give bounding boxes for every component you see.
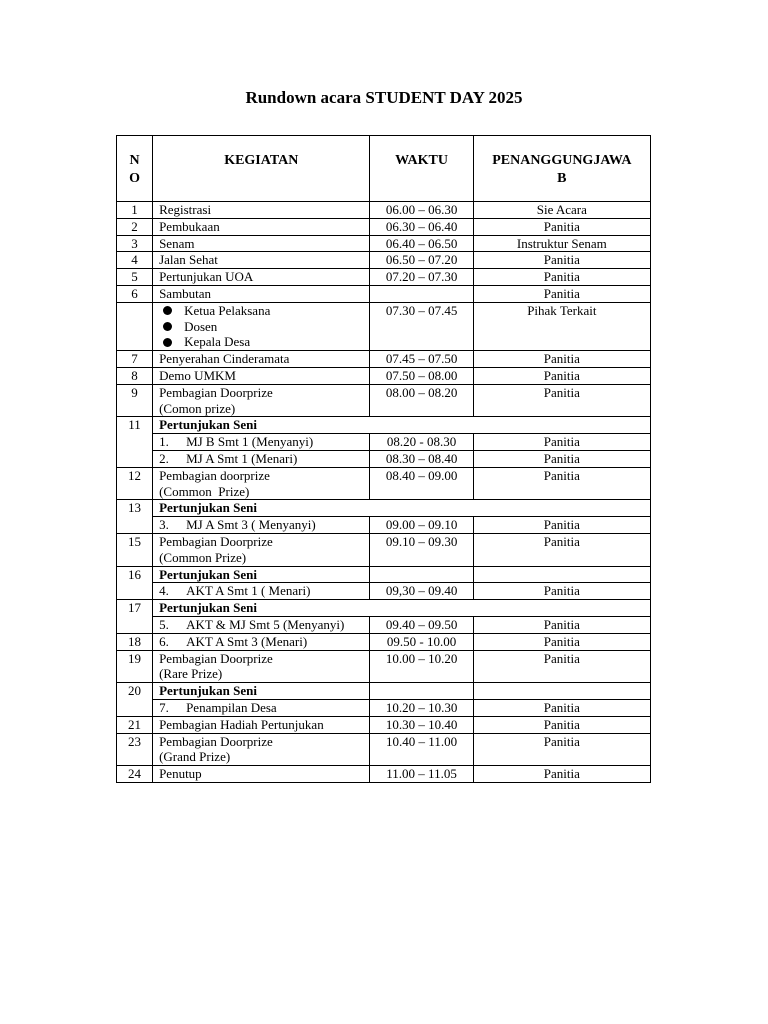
row-kegiatan-line1: Pembagian Doorprize bbox=[159, 384, 273, 400]
bullet-item bbox=[159, 303, 369, 319]
row-waktu: 11.00 – 11.05 bbox=[370, 766, 473, 783]
row-kegiatan: Penutup bbox=[153, 766, 370, 783]
table-row bbox=[117, 252, 651, 269]
item-number: 1. bbox=[159, 434, 169, 450]
item-label: MJ A Smt 3 ( Menyanyi) bbox=[186, 517, 316, 533]
row-kegiatan-line1: Pembagian Doorprize bbox=[159, 533, 273, 549]
bullet-label: Kepala Desa bbox=[184, 334, 251, 350]
item-label: MJ B Smt 1 (Menyanyi) bbox=[186, 434, 314, 450]
table-row bbox=[117, 616, 651, 633]
row-kegiatan: Pembagian Hadiah Pertunjukan bbox=[153, 716, 370, 733]
table-row bbox=[117, 434, 651, 451]
row-no: 11 bbox=[117, 417, 153, 467]
row-no: 1 bbox=[117, 202, 153, 219]
row-pj: Panitia bbox=[473, 517, 650, 534]
bullet-icon bbox=[163, 338, 172, 347]
table-row bbox=[117, 202, 651, 219]
row-waktu: 06.00 – 06.30 bbox=[370, 202, 473, 219]
section-title: Pertunjukan Seni bbox=[153, 683, 370, 700]
row-no: 24 bbox=[117, 766, 153, 783]
row-kegiatan: Penyerahan Cinderamata bbox=[153, 351, 370, 368]
row-kegiatan: Demo UMKM bbox=[153, 367, 370, 384]
section-row bbox=[117, 683, 651, 700]
header-no-line2: O bbox=[129, 171, 140, 186]
row-no: 18 bbox=[117, 633, 153, 650]
row-kegiatan-line2: (Common Prize) bbox=[159, 483, 250, 499]
row-pj: Instruktur Senam bbox=[473, 235, 650, 252]
row-pj: Panitia bbox=[473, 351, 650, 368]
item-label: AKT & MJ Smt 5 (Menyanyi) bbox=[186, 616, 345, 632]
row-no: 7 bbox=[117, 351, 153, 368]
row-no: 4 bbox=[117, 252, 153, 269]
row-waktu: 09.10 – 09.30 bbox=[370, 533, 473, 566]
row-pj: Panitia bbox=[473, 218, 650, 235]
row-kegiatan bbox=[153, 467, 370, 500]
row-pj: Sie Acara bbox=[473, 202, 650, 219]
item-label: Penampilan Desa bbox=[186, 699, 277, 715]
header-pj-line2: B bbox=[557, 171, 567, 186]
table-row bbox=[117, 583, 651, 600]
row-no: 19 bbox=[117, 650, 153, 683]
row-pj: Panitia bbox=[473, 467, 650, 500]
row-waktu: 10.40 – 11.00 bbox=[370, 733, 473, 766]
table-row bbox=[117, 450, 651, 467]
rundown-table bbox=[116, 135, 651, 783]
row-waktu: 07.50 – 08.00 bbox=[370, 367, 473, 384]
row-pj: Panitia bbox=[473, 285, 650, 302]
row-no: 3 bbox=[117, 235, 153, 252]
row-kegiatan bbox=[153, 583, 370, 600]
item-label: MJ A Smt 1 (Menari) bbox=[186, 450, 298, 466]
row-no: 6 bbox=[117, 285, 153, 302]
row-pj: Panitia bbox=[473, 252, 650, 269]
row-kegiatan-line2: (Common Prize) bbox=[159, 549, 247, 565]
row-no: 13 bbox=[117, 500, 153, 534]
header-kegiatan: KEGIATAN bbox=[153, 136, 370, 202]
row-no: 8 bbox=[117, 367, 153, 384]
header-no-line1: N bbox=[129, 153, 140, 168]
header-pj-line1: PENANGGUNGJAWA bbox=[492, 153, 632, 168]
section-title: Pertunjukan Seni bbox=[153, 500, 651, 517]
row-no bbox=[117, 302, 153, 350]
row-pj: Panitia bbox=[473, 583, 650, 600]
row-waktu: 08.00 – 08.20 bbox=[370, 384, 473, 417]
section-row bbox=[117, 566, 651, 583]
bullet-item bbox=[159, 319, 369, 335]
table-row bbox=[117, 235, 651, 252]
header-row bbox=[117, 136, 651, 202]
row-pj: Panitia bbox=[473, 269, 650, 286]
bullet-label: Ketua Pelaksana bbox=[184, 302, 271, 318]
table-row bbox=[117, 467, 651, 500]
row-kegiatan-line1: Pembagian Doorprize bbox=[159, 733, 273, 749]
row-no: 15 bbox=[117, 533, 153, 566]
row-waktu: 10.30 – 10.40 bbox=[370, 716, 473, 733]
row-pj: Panitia bbox=[473, 650, 650, 683]
row-kegiatan bbox=[153, 633, 370, 650]
row-waktu: 06.30 – 06.40 bbox=[370, 218, 473, 235]
table-row bbox=[117, 384, 651, 417]
row-kegiatan: Pembukaan bbox=[153, 218, 370, 235]
row-pj: Panitia bbox=[473, 533, 650, 566]
header-no bbox=[117, 136, 153, 202]
row-waktu: 07.20 – 07.30 bbox=[370, 269, 473, 286]
item-number: 3. bbox=[159, 517, 169, 533]
section-title: Pertunjukan Seni bbox=[153, 417, 651, 434]
row-kegiatan-bullets bbox=[153, 302, 370, 350]
section-row bbox=[117, 500, 651, 517]
row-kegiatan bbox=[153, 450, 370, 467]
row-pj: Panitia bbox=[473, 367, 650, 384]
row-pj: Panitia bbox=[473, 384, 650, 417]
row-kegiatan: Jalan Sehat bbox=[153, 252, 370, 269]
row-kegiatan bbox=[153, 384, 370, 417]
row-waktu: 08.40 – 09.00 bbox=[370, 467, 473, 500]
section-title: Pertunjukan Seni bbox=[153, 600, 651, 617]
row-kegiatan: Pertunjukan UOA bbox=[153, 269, 370, 286]
row-kegiatan bbox=[153, 517, 370, 534]
table-row bbox=[117, 517, 651, 534]
header-waktu: WAKTU bbox=[370, 136, 473, 202]
row-kegiatan bbox=[153, 650, 370, 683]
row-waktu: 08.30 – 08.40 bbox=[370, 450, 473, 467]
item-number: 4. bbox=[159, 583, 169, 599]
item-label: AKT A Smt 1 ( Menari) bbox=[186, 583, 311, 599]
bullet-item bbox=[159, 334, 369, 350]
row-kegiatan: Registrasi bbox=[153, 202, 370, 219]
row-kegiatan: Sambutan bbox=[153, 285, 370, 302]
row-kegiatan-line1: Pembagian doorprize bbox=[159, 467, 270, 483]
bullet-label: Dosen bbox=[184, 318, 218, 334]
row-pj: Panitia bbox=[473, 733, 650, 766]
empty-cell bbox=[370, 566, 473, 583]
row-pj: Panitia bbox=[473, 716, 650, 733]
row-waktu: 07.30 – 07.45 bbox=[370, 302, 473, 350]
table-row bbox=[117, 766, 651, 783]
item-number: 6. bbox=[159, 633, 169, 649]
row-no: 20 bbox=[117, 683, 153, 717]
item-label: AKT A Smt 3 (Menari) bbox=[186, 633, 308, 649]
row-pj: Panitia bbox=[473, 766, 650, 783]
row-kegiatan: Senam bbox=[153, 235, 370, 252]
row-no: 9 bbox=[117, 384, 153, 417]
row-kegiatan bbox=[153, 699, 370, 716]
table-row bbox=[117, 716, 651, 733]
bullet-icon bbox=[163, 306, 172, 315]
table-row bbox=[117, 302, 651, 350]
row-waktu: 07.45 – 07.50 bbox=[370, 351, 473, 368]
row-kegiatan bbox=[153, 434, 370, 451]
table-row bbox=[117, 285, 651, 302]
row-waktu: 10.20 – 10.30 bbox=[370, 699, 473, 716]
table-row bbox=[117, 699, 651, 716]
row-pj: Panitia bbox=[473, 450, 650, 467]
row-pj: Panitia bbox=[473, 633, 650, 650]
empty-cell bbox=[370, 683, 473, 700]
row-waktu: 09.40 – 09.50 bbox=[370, 616, 473, 633]
table-row bbox=[117, 367, 651, 384]
row-kegiatan-line2: (Grand Prize) bbox=[159, 749, 231, 765]
bullet-icon bbox=[163, 322, 172, 331]
row-pj: Panitia bbox=[473, 616, 650, 633]
table-row bbox=[117, 533, 651, 566]
empty-cell bbox=[473, 566, 650, 583]
row-waktu: 10.00 – 10.20 bbox=[370, 650, 473, 683]
row-no: 12 bbox=[117, 467, 153, 500]
row-kegiatan-line2: (Comon prize) bbox=[159, 400, 236, 416]
section-row bbox=[117, 417, 651, 434]
row-waktu bbox=[370, 285, 473, 302]
row-pj: Pihak Terkait bbox=[473, 302, 650, 350]
row-waktu: 09.50 - 10.00 bbox=[370, 633, 473, 650]
row-no: 5 bbox=[117, 269, 153, 286]
row-waktu: 09,30 – 09.40 bbox=[370, 583, 473, 600]
table-row bbox=[117, 733, 651, 766]
table-row bbox=[117, 351, 651, 368]
row-waktu: 06.40 – 06.50 bbox=[370, 235, 473, 252]
page-title: Rundown acara STUDENT DAY 2025 bbox=[245, 88, 523, 107]
table-row bbox=[117, 218, 651, 235]
item-number: 2. bbox=[159, 450, 169, 466]
item-number: 7. bbox=[159, 699, 169, 715]
empty-cell bbox=[473, 683, 650, 700]
section-title: Pertunjukan Seni bbox=[153, 566, 370, 583]
row-pj: Panitia bbox=[473, 699, 650, 716]
row-no: 21 bbox=[117, 716, 153, 733]
table-row bbox=[117, 633, 651, 650]
row-kegiatan bbox=[153, 733, 370, 766]
row-kegiatan bbox=[153, 533, 370, 566]
row-kegiatan-line2: (Rare Prize) bbox=[159, 666, 223, 682]
table-row bbox=[117, 650, 651, 683]
row-no: 16 bbox=[117, 566, 153, 600]
row-no: 2 bbox=[117, 218, 153, 235]
row-no: 17 bbox=[117, 600, 153, 634]
section-row bbox=[117, 600, 651, 617]
row-pj: Panitia bbox=[473, 434, 650, 451]
row-waktu: 09.00 – 09.10 bbox=[370, 517, 473, 534]
row-kegiatan bbox=[153, 616, 370, 633]
item-number: 5. bbox=[159, 616, 169, 632]
row-waktu: 06.50 – 07.20 bbox=[370, 252, 473, 269]
row-no: 23 bbox=[117, 733, 153, 766]
header-penanggungjawab bbox=[473, 136, 650, 202]
row-kegiatan-line1: Pembagian Doorprize bbox=[159, 650, 273, 666]
row-waktu: 08.20 - 08.30 bbox=[370, 434, 473, 451]
table-row bbox=[117, 269, 651, 286]
